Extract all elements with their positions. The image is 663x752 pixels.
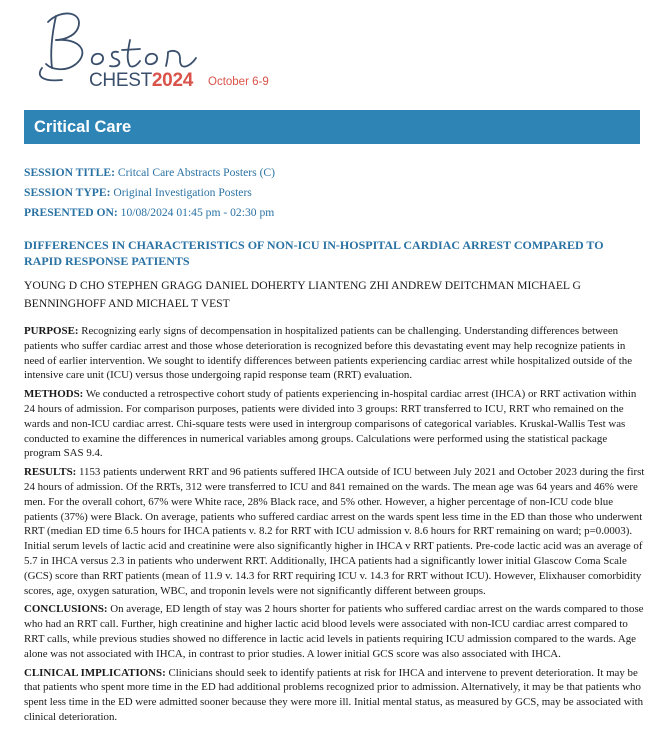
session-type-row [24, 183, 640, 203]
section-heading: CLINICAL IMPLICATIONS: [24, 666, 166, 679]
conference-dates: October 6-9 [208, 76, 269, 88]
methods-section [24, 387, 646, 461]
session-title-row [24, 163, 640, 183]
presented-on-value: 10/08/2024 01:45 pm - 02:30 pm [120, 206, 275, 219]
section-text: On average, ED length of stay was 2 hours shorter for patients who suffered cardiac arrest on the wards compared to those who had an RRT call. Further, high creatinine and higher lactic acid blood levels were associated with non-ICU cardiac arrest compared to RRT calls, while previous studies showed no difference in lactic acid levels in patients requiring ICU admission compared to the wards. Age alone was not associated with IHCA, in contrast to prior studies. A lower initial GCS score was also associated with IHCA. [24, 603, 644, 660]
category-banner [24, 110, 640, 144]
section-heading: CONCLUSIONS: [24, 603, 108, 616]
section-text: Clinicians should seek to identify patients at risk for IHCA and intervene to prevent deterioration. It may be that patients who spent more time in the ED had additional problems recognized prior to admission. Alternatively, it may be that patients who spent less time in the ED were admitted sooner because they were more ill. Initial mental status, as measured by GCS, may be associated with clinical deterioration. [24, 666, 644, 723]
presented-on-label: PRESENTED ON: [24, 206, 118, 219]
category-title: Critical Care [34, 117, 132, 136]
session-title-label: SESSION TITLE: [24, 166, 115, 179]
logo-year: 2024 [151, 70, 193, 91]
section-text: We conducted a retrospective cohort study of patients experiencing in-hospital cardiac arrest (IHCA) or RRT activation within 24 hours of admission. For comparison purposes, patients were divided into 3 groups: RRT transferred to ICU, RRT who remained on the wards and non-ICU cardiac arrest. Chi-square tests were used in intergroup comparisons of categorical variables. Kruskal-Wallis Test was conducted to examine the differences in numerical variables among groups. Calculations were performed using the statistical package program SAS 9.4. [24, 388, 637, 460]
presented-on-row [24, 203, 640, 223]
chest-2024-wordmark [89, 70, 193, 92]
author-list: YOUNG D CHO STEPHEN GRAGG DANIEL DOHERTY LIANTENG ZHI ANDREW DEITCHMAN MICHAEL G BENNINGHOFF AND MICHAEL T VEST [24, 279, 581, 310]
abstract-title: DIFFERENCES IN CHARACTERISTICS OF NON-ICU IN-HOSPITAL CARDIAC ARREST COMPARED TO RAPID RESPONSE PATIENTS [24, 238, 604, 268]
session-type-label: SESSION TYPE: [24, 186, 111, 199]
abstract-body [24, 324, 646, 729]
chest-word: CHEST [89, 70, 152, 91]
section-text: 1153 patients underwent RRT and 96 patients suffered IHCA outside of ICU between July 2021 and October 2023 during the first 24 hours of admission. Of the RRTs, 312 were transferred to ICU and 841 remained on the wards. The mean age was 64 years and 46% were men. For the overall cohort, 67% were White race, 28% Black race, and 5% other. However, a higher percentage of non-ICU code blue patients (37%) were Black. On average, patients who suffered cardiac arrest on the wards spent less time in the ED than those who underwent RRT (median ED time 6.5 hours for IHCA patients v. 8.2 for RRT with ICU admission v. 8.6 hours for RRT remaining on ward; p=0.0003). Initial serum levels of lactic acid and creatinine were also significantly higher in IHCA v RRT patients. Pre-code lactic acid was an average of 5.7 in IHCA versus 2.3 in patients who underwent RRT. Additionally, IHCA patients had a significantly lower initial Glascow Coma Scale (GCS) score than RRT patients (mean of 11.9 v. 14.3 for RRT requiring ICU v. 14.3 for RRT without ICU). However, Elixhauser comorbidity scores, age, oxygen saturation, WBC, and troponin levels were not significantly different between groups. [24, 466, 645, 597]
section-heading: PURPOSE: [24, 325, 79, 337]
clinical-implications-section [24, 666, 646, 725]
boston-chest-logo [22, 6, 362, 100]
conclusions-section [24, 602, 646, 661]
section-heading: RESULTS: [24, 466, 77, 479]
purpose-section [24, 324, 646, 383]
section-heading: METHODS: [24, 388, 84, 401]
results-section [24, 465, 646, 598]
session-title-value: Critcal Care Abstracts Posters (C) [117, 166, 276, 179]
section-text: Recognizing early signs of decompensation in hospitalized patients can be challenging. Understanding differences between patients who suffer cardiac arrest and those whose deterioration is recognized before this devastating event may help recognize patients in need of earlier intervention. We sought to identify differences between patients experiencing cardiac arrest while hospitalized outside of the intensive care unit (ICU) versus those undergoing rapid response team (RRT) evaluation. [24, 325, 633, 382]
session-info [24, 163, 640, 223]
session-type-value: Original Investigation Posters [113, 186, 252, 199]
